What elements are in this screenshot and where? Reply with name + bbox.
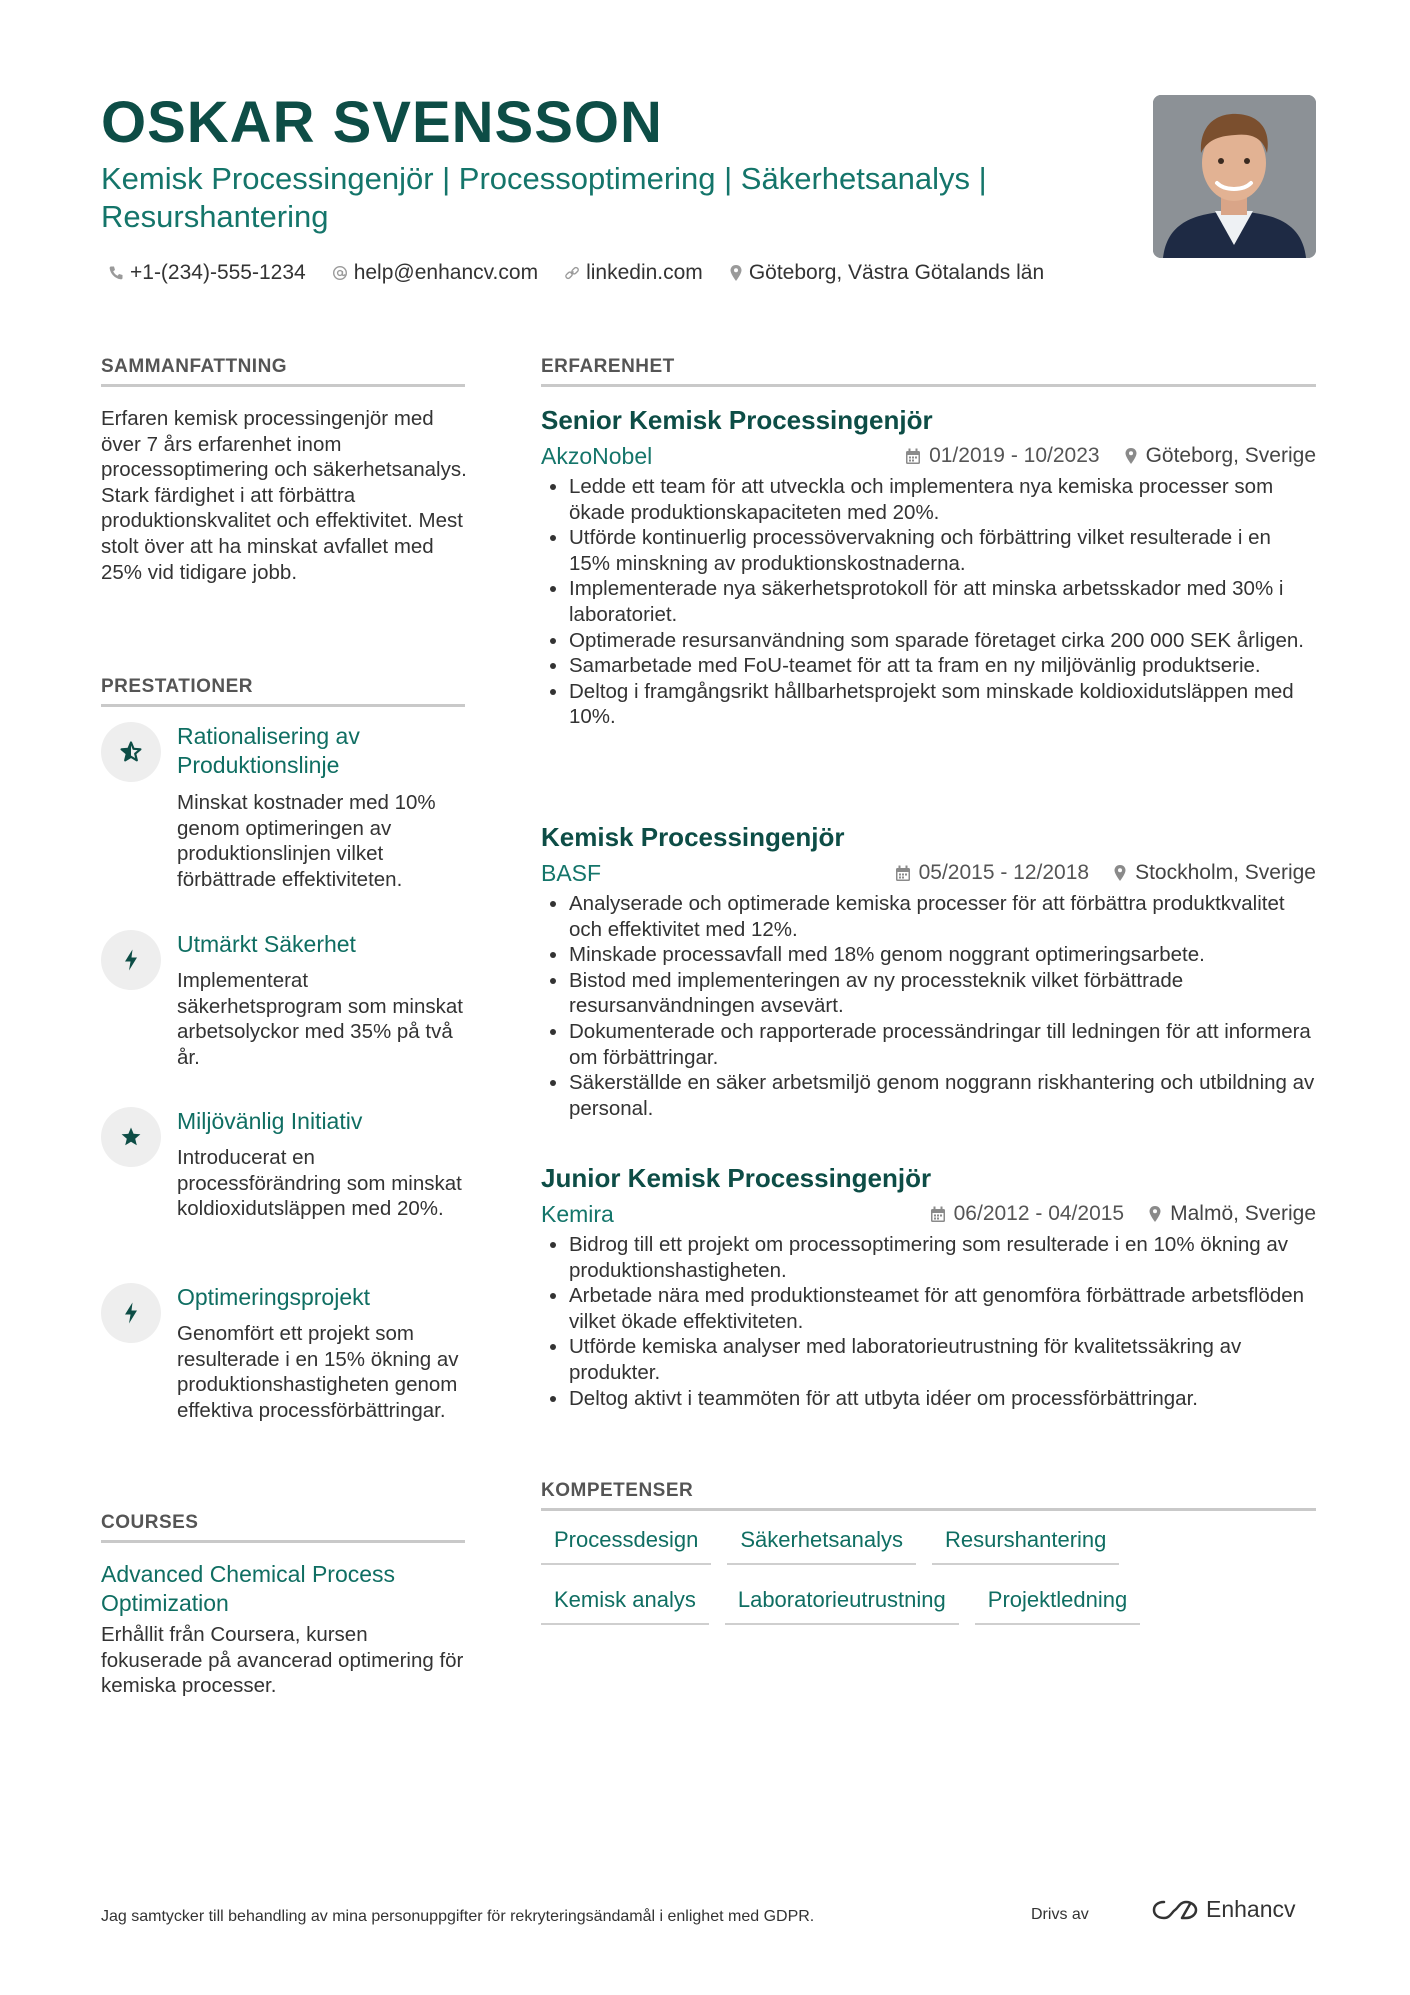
job-title: Senior Kemisk Processingenjör [541, 405, 933, 435]
skill-tag: Resurshantering [932, 1525, 1119, 1565]
skill-tag: Laboratorieutrustning [725, 1585, 959, 1625]
job-entry [541, 1162, 1316, 1411]
contact-bar [108, 258, 1070, 288]
gdpr-consent: Jag samtycker till behandling av mina personuppgifter för rekryteringsändamål i enlighet med GDPR. [101, 1908, 815, 1925]
email-text: help@enhancv.com [353, 261, 539, 284]
list-item: • Samarbetade med FoU-teamet för att ta fram en ny miljövänlig produktserie. [569, 653, 1316, 679]
at-icon [332, 265, 348, 281]
course-title: Advanced Chemical Process Optimization [101, 1561, 396, 1616]
list-item: • Deltog aktivt i teammöten för att utbyta idéer om processförbättringar. [569, 1386, 1316, 1412]
list-item: • Deltog i framgångsrikt hållbarhetsprojekt som minskade koldioxidutsläppen med 10%. [569, 679, 1316, 730]
location-pin-icon [1124, 447, 1138, 465]
job-location [1113, 857, 1316, 889]
calendar-icon [905, 448, 921, 465]
achievement-desc: Implementerat säkerhetsprogram som minskat arbetsolyckor med 35% på två år. [177, 969, 463, 1069]
skill-row [541, 1525, 1316, 1565]
location-pin-icon [1148, 1205, 1162, 1223]
profile-photo [1153, 95, 1316, 258]
job-location [1124, 440, 1316, 472]
calendar-icon [930, 1206, 946, 1223]
job-dates [895, 857, 1089, 889]
section-title-achievements: PRESTATIONER [101, 674, 465, 707]
brand-name: Enhancv [1206, 1896, 1296, 1922]
skills-list [541, 1525, 1316, 1645]
job-dates-text: 05/2015 - 12/2018 [918, 861, 1090, 884]
skill-tag: Kemisk analys [541, 1585, 709, 1625]
job-title: Kemisk Processingenjör [541, 822, 845, 852]
contact-linkedin[interactable] [564, 261, 703, 285]
enhancv-logo-icon [1152, 1898, 1198, 1922]
job-location [1148, 1198, 1316, 1230]
star-icon [101, 1107, 161, 1167]
location-pin-icon [1113, 864, 1127, 882]
calendar-icon [895, 865, 911, 882]
list-item: • Optimerade resursanvändning som sparade företaget cirka 200 000 SEK årligen. [569, 628, 1316, 654]
list-item: • Utförde kemiska analyser med laboratorieutrustning för kvalitetssäkring av produkter. [569, 1334, 1316, 1385]
enhancv-logo[interactable] [1152, 1896, 1296, 1923]
job-meta [541, 857, 1316, 889]
achievement-desc: Minskat kostnader med 10% genom optimeringen av produktionslinjen vilket förbättrade effektiviteten. [177, 791, 436, 891]
job-bullets [541, 474, 1316, 730]
linkedin-text: linkedin.com [586, 261, 703, 284]
achievement-title: Optimeringsprojekt [177, 1284, 371, 1310]
achievement-desc: Genomfört ett projekt som resulterade i en 15% ökning av produktionshastigheten genom effektiva processförbättringar. [177, 1322, 459, 1422]
company-name: BASF [541, 860, 602, 886]
list-item: • Ledde ett team för att utveckla och implementera nya kemiska processer som ökade produktionskapaciteten med 20%. [569, 474, 1316, 525]
skill-row [541, 1585, 1316, 1625]
contact-location [729, 261, 1044, 285]
achievement-desc: Introducerat en processförändring som minskat koldioxidutsläppen med 20%. [177, 1146, 462, 1221]
section-title-experience: ERFARENHET [541, 354, 1316, 387]
skill-tag: Projektledning [975, 1585, 1140, 1625]
job-meta [541, 440, 1316, 472]
summary-text: Erfaren kemisk processingenjör med över 7 års erfarenhet inom processoptimering och säkerhetsanalys. Stark färdighet i att förbättra produktionskvalitet och effektivitet. Mest stolt över att ha minskat avfallet med 25% vid tidigare jobb. [101, 407, 467, 584]
star-outline-icon [101, 722, 161, 782]
job-location-text: Göteborg, Sverige [1145, 444, 1316, 467]
list-item: • Dokumenterade och rapporterade processändringar till ledningen för att informera om förbättringar. [569, 1019, 1316, 1070]
location-pin-icon [729, 264, 743, 282]
list-item: • Bidrog till ett projekt om processoptimering som resulterade i en 10% ökning av produktionshastigheten. [569, 1232, 1316, 1283]
job-title: Junior Kemisk Processingenjör [541, 1163, 932, 1193]
achievement-title: Utmärkt Säkerhet [177, 931, 356, 957]
contact-email[interactable] [332, 261, 538, 285]
skill-tag: Processdesign [541, 1525, 711, 1565]
bolt-icon [101, 930, 161, 990]
company-name: Kemira [541, 1201, 614, 1227]
job-entry [541, 404, 1316, 730]
skill-tag: Säkerhetsanalys [727, 1525, 916, 1565]
link-icon [564, 265, 580, 281]
job-bullets [541, 891, 1316, 1121]
list-item: • Arbetade nära med produktionsteamet för att genomföra förbättrade arbetsflöden vilket ökade effektiviteten. [569, 1283, 1316, 1334]
list-item: • Bistod med implementeringen av ny processteknik vilket förbättrade resursanvändningen avsevärt. [569, 968, 1316, 1019]
job-location-text: Malmö, Sverige [1170, 1202, 1316, 1225]
company-name: AkzoNobel [541, 443, 653, 469]
achievement-title: Miljövänlig Initiativ [177, 1108, 363, 1134]
avatar-portrait [1153, 95, 1316, 258]
contact-phone[interactable] [108, 261, 306, 285]
job-dates-text: 06/2012 - 04/2015 [953, 1202, 1125, 1225]
section-title-summary: SAMMANFATTNING [101, 354, 465, 387]
candidate-headline: Kemisk Processingenjör | Processoptimering | Säkerhetsanalys | Resurshantering [101, 161, 987, 234]
candidate-name: OSKAR SVENSSON [101, 90, 663, 155]
powered-by-label: Drivs av [1031, 1906, 1089, 1923]
section-title-courses: COURSES [101, 1510, 465, 1543]
location-text: Göteborg, Västra Götalands län [748, 261, 1045, 284]
job-meta [541, 1198, 1316, 1230]
phone-icon [108, 265, 124, 281]
section-title-skills: KOMPETENSER [541, 1478, 1316, 1511]
job-dates [930, 1198, 1124, 1230]
job-location-text: Stockholm, Sverige [1135, 861, 1316, 884]
job-dates [905, 440, 1099, 472]
phone-text: +1-(234)-555-1234 [130, 261, 306, 284]
job-dates-text: 01/2019 - 10/2023 [929, 444, 1100, 467]
bolt-icon [101, 1283, 161, 1343]
job-entry [541, 821, 1316, 1121]
list-item: • Analyserade och optimerade kemiska processer för att förbättra produktkvalitet och effektivitet med 12%. [569, 891, 1316, 942]
list-item: • Utförde kontinuerlig processövervakning och förbättring vilket resulterade i en 15% minskning av produktionskostnaderna. [569, 525, 1316, 576]
course-desc: Erhållit från Coursera, kursen fokuserade på avancerad optimering för kemiska processer. [101, 1623, 464, 1698]
list-item: • Säkerställde en säker arbetsmiljö genom noggrann riskhantering och utbildning av personal. [569, 1070, 1316, 1121]
list-item: • Implementerade nya säkerhetsprotokoll för att minska arbetsskador med 30% i laboratoriet. [569, 576, 1316, 627]
achievement-title: Rationalisering av Produktionslinje [177, 723, 360, 778]
list-item: • Minskade processavfall med 18% genom noggrant optimeringsarbete. [569, 942, 1316, 968]
job-bullets [541, 1232, 1316, 1411]
